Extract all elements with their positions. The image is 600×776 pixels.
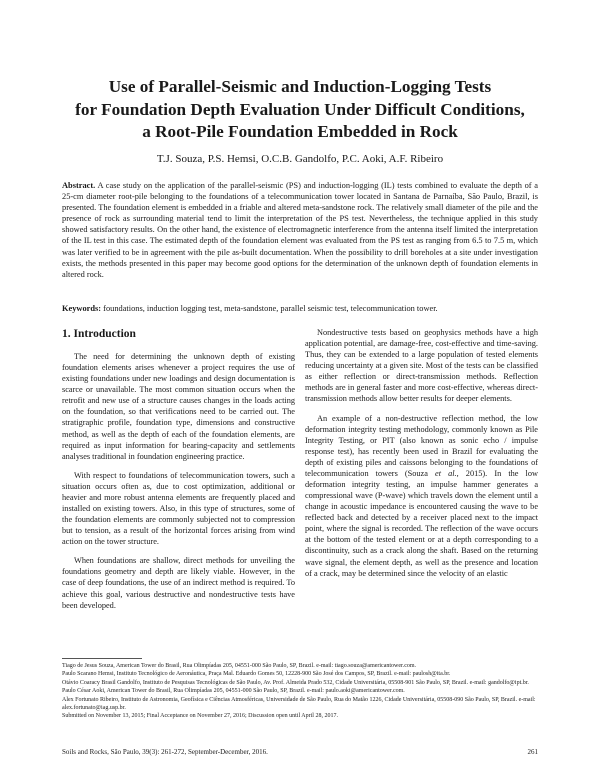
paragraph-5-part-a: An example of a non-destructive reflection method, the low deformation integrity testing methodology, commonly known as Pile Integrity Testing, or PIT (also known as sonic echo / impulse response test), has recently been used in Brazil for evaluating the depth of existing piles and caissons belonging to the foundations of telecommunication towers (Souza [305,413,538,478]
keywords-label: Keywords: [62,304,102,313]
footnote-hemsi: Paulo Scarano Hemsi, Instituto Tecnológico de Aeronáutica, Praça Mal. Eduardo Gomes 50, 12228-900 São José dos Campos, SP, Brazil. e-mail: paulosh@ita.br. [62,671,451,678]
abstract-text: A case study on the application of the parallel-seismic (PS) and induction-logging (IL) tests combined to evaluate the depth of a 25-cm diameter root-pile belonging to the foundations of a telecommunication tower located in Santana de Parnaíba, São Paulo, Brazil, is presented. The foundation element is embedded in a friable and altered meta-sandstone rock. The relatively small diameter of the pile and the presence of rock as surrounding material tend to limit the interpretation of the PS test. Nevertheless, the technique applied in this study showed satisfactory results. On the other hand, the existence of electromagnetic interference from the antenna itself limited the interpretation of the IL test in this case. The estimated depth of the foundation element was evaluated from the PS test as ranging from 6.5 to 7.5 m, which was later verified to be in agreement with the pile as-built documentation. When the possibility to drill boreholes at a site under investigation exists, the methods presented in this paper may become good options for the determination of the unknown depth of foundation elements in altered rock. [62,181,539,279]
footnote-gandolfo: Otávio Coaracy Brasil Gandolfo, Instituto de Pesquisas Tecnológicas de São Paulo, Av. Prof. Almeida Prado 532, Cidade Universitária, 05508-901 São Paulo, SP, Brazil. e-mail: gandolfo@ipt.br. [62,679,529,686]
footnote-submission-dates: Submitted on November 13, 2015; Final Acceptance on November 27, 2016; Discussion open until April 28, 2017. [62,713,338,720]
footnote-divider [62,658,142,659]
page-number: 261 [527,748,538,756]
keywords-text: foundations, induction logging test, meta-sandstone, parallel seismic test, telecommunication tower. [103,304,438,313]
citation-et-al: et al. [435,468,457,478]
intro-paragraph-1: The need for determining the unknown depth of existing foundation elements arises whenever a project requires the use of existing foundations under new loadings and design documentation is scarce or unavailable. The most common situation occurs when the retrofit and new use of a structure causes changes in the loads acting on the foundation, so that verifications need to be carried out. The stratigraphic profile, foundation type, dimensions and constructive method, as well as the depth of each of the foundation elements, are required as input information for bearing-capacity and settlements analyses traditional in foundation engineering practice. [62,352,295,461]
journal-citation: Soils and Rocks, São Paulo, 39(3): 261-272, September-December, 2016. [62,748,268,756]
title-line-1: Use of Parallel-Seismic and Induction-Logging Tests [108,77,492,96]
intro-paragraph-4: Nondestructive tests based on geophysics methods have a high application potential, are damage-free, cost-effective and time-saving. Thus, they can be extended to a large population of tested elements reducing uncertainty at a given site. Most of the tests can be classified as either reflection or direct-transmission methods. Reflection methods are in general faster and more cost-effective, whereas direct-transmission methods allow better results for deeper elements. [305,328,538,404]
abstract [62,180,538,280]
abstract-label: Abstract. [62,181,96,190]
intro-paragraph-3: When foundations are shallow, direct methods for unveiling the foundations geometry and depth are likely viable. However, in the case of deep foundations, the use of an indirect method is required. To achieve this goal, various destructive and nondestructive tests have been developed. [62,556,295,610]
footnote-souza: Tiago de Jesus Souza, American Tower do Brasil, Rua Olimpíadas 205, 04551-000 São Paulo, SP, Brazil. e-mail: tiago.souza@americantower.com. [62,663,417,669]
paragraph-5-part-b: , 2015). In the low deformation integrity testing, an impulse hammer generates a compressional wave (P-wave) which travels down the element until a change in acoustic impedance is encountered causing the wave to be reflected back and detected by a receiver placed next to the impact point, where the signal is recorded. The reflection of the wave occurs at the bottom of the tested element or at a depth corresponding to a discontinuity, such as a crack along the shaft. Based on the returning wave signal, the element depth, as well as the presence and location of a crack, may be determined since the velocity of an elastic [305,468,538,578]
title-line-3: a Root-Pile Foundation Embedded in Rock [142,122,458,141]
intro-paragraph-5 [305,413,538,579]
left-column [62,327,295,611]
title-line-2: for Foundation Depth Evaluation Under Difficult Conditions, [75,99,525,119]
intro-paragraph-2: With respect to foundations of telecommunication towers, such a situation occurs often as, due to cost optimization, additional or heavier and more robust antenna elements are frequently placed and installed on existing towers. Also, in this type of structures, some of the foundation elements are commonly subjected not to compression but to tension, as a result of the horizontal forces arising from wind action on the tower structure. [62,470,295,547]
paper-title [60,76,540,144]
footnote-ribeiro: Alex Fortunato Ribeiro, Instituto de Astronomia, Geofísica e Ciências Atmosféricas, Universidade de São Paulo, Rua do Matão 1226, Cidade Universitária, 05508-090 São Paulo, SP, Brazil. e-mail: alex.fortunato@iag.usp.br. [62,696,536,712]
author-list: T.J. Souza, P.S. Hemsi, O.C.B. Gandolfo, P.C. Aoki, A.F. Ribeiro [156,153,444,165]
section-heading-introduction: 1. Introduction [62,328,136,340]
footnote-aoki: Paulo César Aoki, American Tower do Brasil, Rua Olimpíadas 205, 04551-000 São Paulo, SP, Brazil. e-mail: paulo.aoki@americantower.com. [62,688,405,695]
author-footnotes [62,662,538,721]
keywords [62,303,538,314]
right-column [305,327,538,579]
